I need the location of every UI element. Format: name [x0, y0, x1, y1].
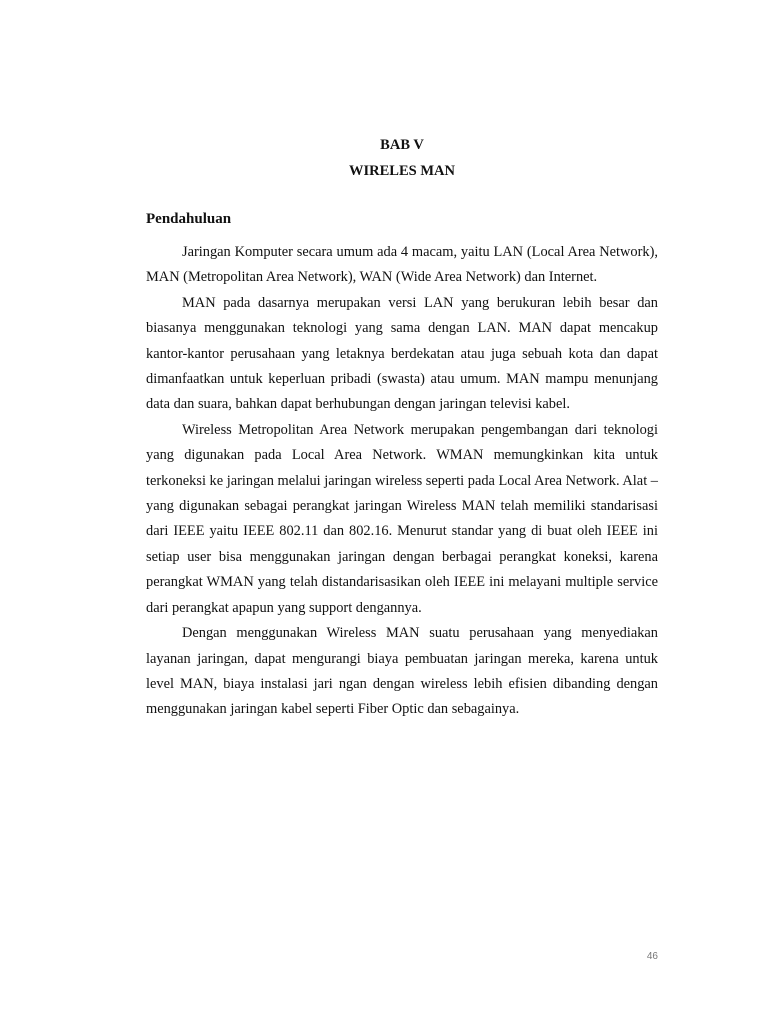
- section-heading: Pendahuluan: [146, 211, 232, 227]
- chapter-number: BAB V: [380, 137, 424, 153]
- paragraph-2: MAN pada dasarnya merupakan versi LAN yang berukuran lebih besar dan biasanya menggunakan teknologi yang sama dengan LAN. MAN dapat mencakup kantor-kantor perusahaan yang letaknya berdekatan atau juga sebuah kota dan dapat dimanfaatkan untuk keperluan pribadi (swasta) atau umum. MAN mampu menunjang data dan suara, bahkan dapat berhubungan dengan jaringan televisi kabel.: [146, 294, 658, 413]
- chapter-title: WIRELES MAN: [349, 163, 455, 179]
- paragraph-1: Jaringan Komputer secara umum ada 4 macam, yaitu LAN (Local Area Network), MAN (Metropolitan Area Network), WAN (Wide Area Network) dan Internet.: [146, 244, 658, 286]
- paragraph-4: Dengan menggunakan Wireless MAN suatu perusahaan yang menyediakan layanan jaringan, dapat mengurangi biaya pembuatan jaringan mereka, karena untuk level MAN, biaya instalasi jari ngan dengan wireless lebih efisien dibanding dengan menggunakan jaringan kabel seperti Fiber Optic dan sebagainya.: [146, 625, 658, 718]
- paragraph-3: Wireless Metropolitan Area Network merupakan pengembangan dari teknologi yang digunakan pada Local Area Network. WMAN memungkinkan kita untuk terkoneksi ke jaringan melalui jaringan wireless seperti pada Local Area Network. Alat – yang digunakan sebagai perangkat jaringan Wireless MAN telah memiliki standarisasi dari IEEE yaitu IEEE 802.11 dan 802.16. Menurut standar yang di buat oleh IEEE ini setiap user bisa menggunakan jaringan dengan berbagai perangkat koneksi, karena perangkat WMAN yang telah distandarisasikan oleh IEEE ini melayani multiple service dari perangkat apapun yang support dengannya.: [146, 421, 658, 616]
- page-number: 46: [646, 951, 658, 962]
- body-text: [146, 240, 658, 723]
